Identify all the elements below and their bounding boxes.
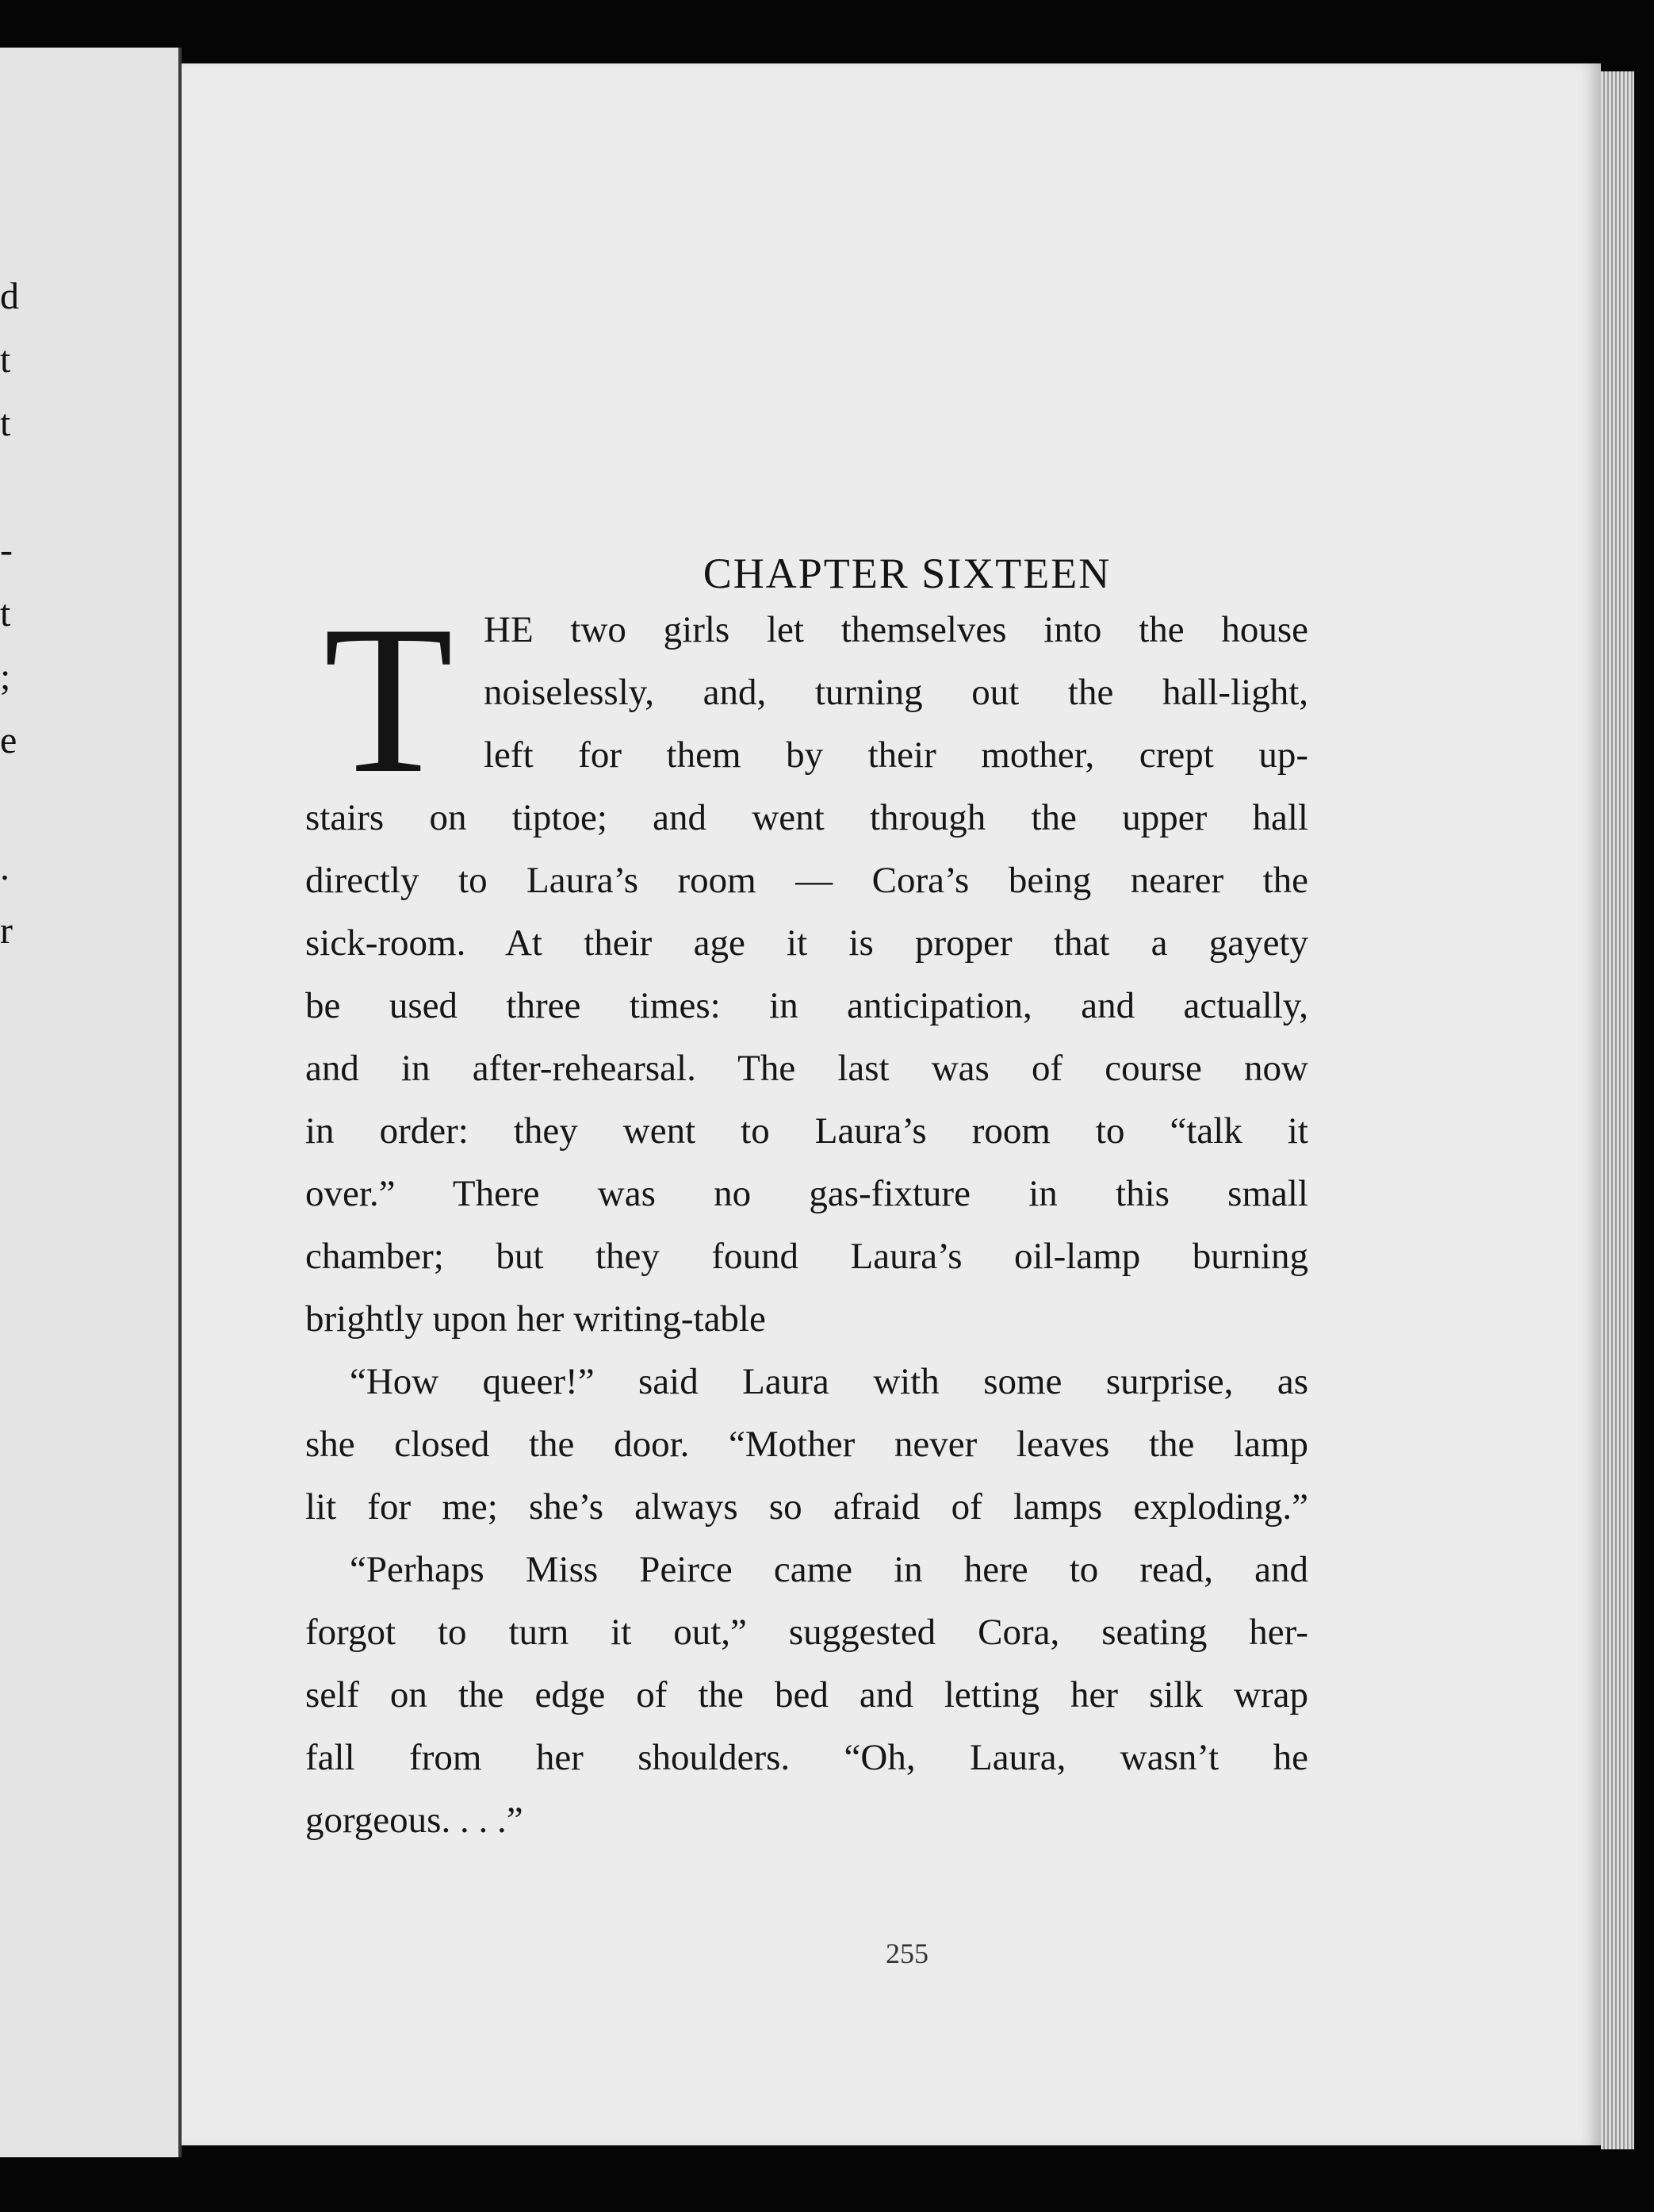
left-page-letter: t <box>0 402 11 444</box>
text-line: “Perhaps Miss Peirce came in here to read, and <box>350 1549 1308 1590</box>
text-line: lit for me; she’s always so afraid of lamps exploding.” <box>305 1486 1308 1528</box>
text-line: self on the edge of the bed and letting her silk wrap <box>305 1674 1308 1716</box>
text-line: HE two girls let themselves into the house <box>484 609 1308 650</box>
text-line: brightly upon her writing-table <box>305 1298 766 1340</box>
text-line: left for them by their mother, crept up- <box>484 734 1308 776</box>
left-page-letter: d <box>0 275 19 317</box>
text-line: stairs on tiptoe; and went through the upper hall <box>305 797 1308 838</box>
left-page <box>0 48 182 2157</box>
page-number: 255 <box>886 1938 928 1969</box>
left-page-letter: e <box>0 719 17 761</box>
chapter-title: CHAPTER SIXTEEN <box>703 550 1112 597</box>
text-line: in order: they went to Laura’s room to “talk it <box>305 1110 1308 1152</box>
body-text <box>305 599 1308 1852</box>
left-page-letter: t <box>0 339 11 381</box>
left-page-letter: t <box>0 592 11 634</box>
text-line: fall from her shoulders. “Oh, Laura, wasn’t he <box>305 1737 1308 1778</box>
left-page-letter: . <box>0 846 10 888</box>
text-line: “How queer!” said Laura with some surprise, as <box>350 1361 1308 1402</box>
page-edge <box>1601 71 1634 2149</box>
left-page-letter: ; <box>0 656 11 698</box>
paragraph <box>305 599 1308 1351</box>
text-line: be used three times: in anticipation, and actually, <box>305 985 1308 1026</box>
text-line: over.” There was no gas-fixture in this small <box>305 1173 1308 1214</box>
left-page-letter: - <box>0 529 13 571</box>
text-line: gorgeous. . . .” <box>305 1800 523 1841</box>
text-line: chamber; but they found Laura’s oil-lamp burning <box>305 1236 1308 1277</box>
text-line: directly to Laura’s room — Cora’s being nearer the <box>305 860 1308 901</box>
paragraph <box>305 1539 1308 1852</box>
text-line: and in after-rehearsal. The last was of course now <box>305 1048 1308 1089</box>
text-line: sick-room. At their age it is proper that a gayety <box>305 922 1308 964</box>
text-line: noiselessly, and, turning out the hall-light, <box>484 672 1308 713</box>
text-line: forgot to turn it out,” suggested Cora, seating her- <box>305 1612 1308 1653</box>
text-line: she closed the door. “Mother never leaves the lamp <box>305 1424 1308 1465</box>
paragraph <box>305 1351 1308 1539</box>
drop-cap: T <box>324 581 454 817</box>
left-page-letter: r <box>0 910 13 952</box>
